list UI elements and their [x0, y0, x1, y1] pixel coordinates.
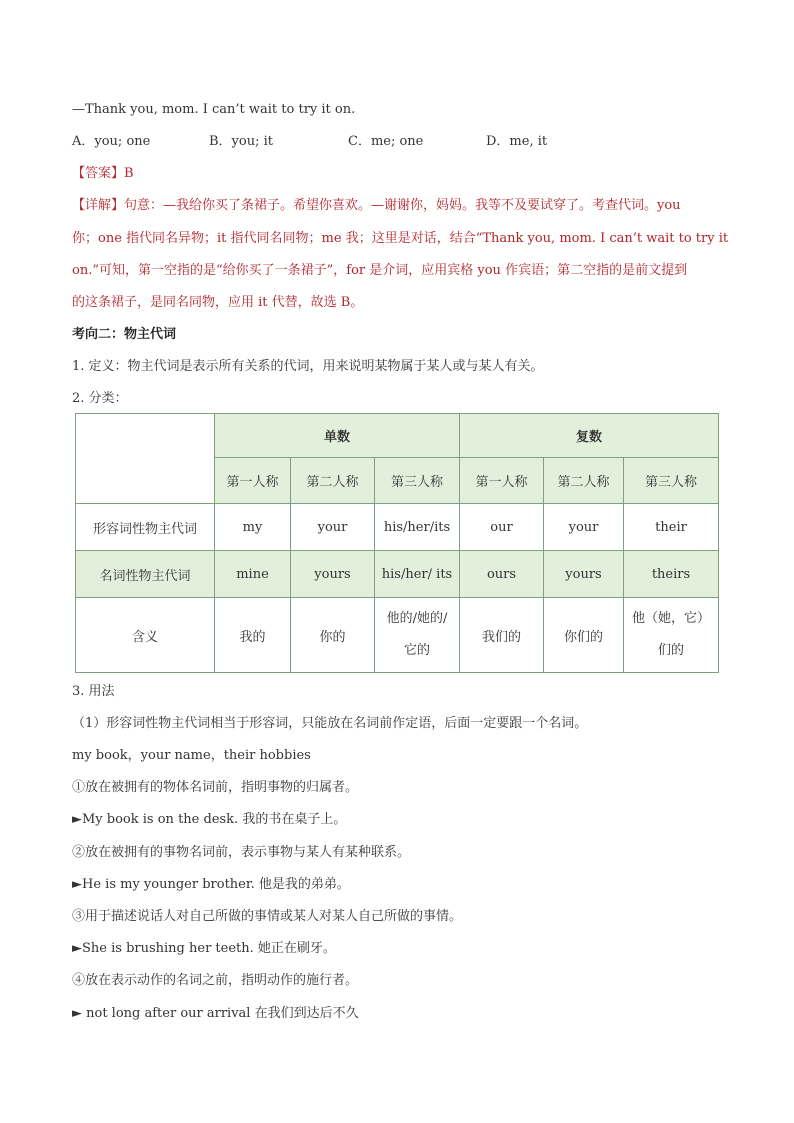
option-c: C．me; one	[348, 134, 424, 149]
option-d: D．me, it	[486, 134, 548, 149]
explanation-text-1: 句意：—我给你买了条裙子。希望你喜欢。—谢谢你，妈妈。我等不及要试穿了。考查代词。you	[124, 198, 681, 213]
option-b: B．you; it	[209, 134, 273, 149]
usage-example: ►She is brushing her teeth. 她正在刷牙。	[72, 941, 336, 956]
table-cell: yours	[291, 551, 375, 598]
table-cell: 我们的	[460, 598, 544, 673]
person-header: 第二人称	[544, 458, 624, 504]
person-header: 第二人称	[291, 458, 375, 504]
classification-line: 2. 分类：	[72, 391, 128, 406]
section-heading: 考向二：物主代词	[72, 327, 177, 342]
definition-line: 1. 定义：物主代词是表示所有关系的代词，用来说明某物属于某人或与某人有关。	[72, 359, 544, 374]
table-cell: 你们的	[544, 598, 624, 673]
explanation-line-4: 的这条裙子，是同名同物，应用 it 代替，故选 B。	[72, 295, 364, 310]
table-row	[76, 504, 719, 551]
usage-example: ►My book is on the desk. 我的书在桌子上。	[72, 812, 347, 827]
answer-line	[72, 165, 134, 183]
table-cell: yours	[544, 551, 624, 598]
answer-value: B	[124, 166, 134, 181]
explanation-line-2: 你；one 指代同名异物；it 指代同名同物；me 我；这里是对话，结合“Thank you, mom. I can’t wait to try it	[72, 231, 729, 246]
person-header: 第三人称	[624, 458, 719, 504]
table-cell: 你的	[291, 598, 375, 673]
person-header: 第一人称	[215, 458, 291, 504]
table-cell	[624, 598, 719, 673]
table-cell: mine	[215, 551, 291, 598]
meaning-line-1: 他（她，它）	[631, 611, 710, 626]
table-cell: their	[624, 504, 719, 551]
table-cell: your	[291, 504, 375, 551]
person-header: 第一人称	[460, 458, 544, 504]
usage-examples: my book，your name，their hobbies	[72, 748, 311, 763]
table-corner-cell	[76, 414, 215, 504]
meaning-line-2: 们的	[657, 643, 684, 658]
usage-item: ③用于描述说话人对自己所做的事情或某人对某人自己所做的事情。	[72, 909, 463, 924]
usage-example: ► not long after our arrival 在我们到达后不久	[72, 1006, 359, 1021]
usage-heading: 3. 用法	[72, 684, 115, 699]
possessive-pronoun-table	[75, 413, 719, 673]
header-plural: 复数	[460, 414, 719, 458]
table-cell: ours	[460, 551, 544, 598]
table-cell: your	[544, 504, 624, 551]
person-header: 第三人称	[375, 458, 460, 504]
answer-label: 【答案】	[72, 166, 125, 181]
table-cell: my	[215, 504, 291, 551]
table-row	[76, 598, 719, 673]
usage-item: ①放在被拥有的物体名词前，指明事物的归属者。	[72, 780, 359, 795]
explanation-line-1	[72, 197, 681, 215]
table-cell: his/her/ its	[375, 551, 460, 598]
table-cell: 我的	[215, 598, 291, 673]
option-a: A．you; one	[72, 134, 151, 149]
row-label: 含义	[76, 598, 215, 673]
table-row	[76, 551, 719, 598]
question-reply: —Thank you, mom. I can’t wait to try it on.	[72, 102, 356, 117]
table-cell: his/her/its	[375, 504, 460, 551]
explanation-label: 【详解】	[72, 198, 125, 213]
row-label: 形容词性物主代词	[76, 504, 215, 551]
explanation-line-3: on.”可知，第一空指的是“给你买了一条裙子”，for 是介词，应用宾格 you 作宾语；第二空指的是前文提到	[72, 263, 688, 278]
meaning-line-1: 他的/她的/	[386, 611, 448, 626]
usage-item: ②放在被拥有的事物名词前，表示事物与某人有某种联系。	[72, 845, 411, 860]
usage-item: ④放在表示动作的名词之前，指明动作的施行者。	[72, 973, 359, 988]
table-cell: our	[460, 504, 544, 551]
table-cell	[375, 598, 460, 673]
usage-example: ►He is my younger brother. 他是我的弟弟。	[72, 877, 350, 892]
header-singular: 单数	[215, 414, 460, 458]
meaning-line-2: 它的	[403, 643, 430, 658]
table-cell: theirs	[624, 551, 719, 598]
usage-sub1: （1）形容词性物主代词相当于形容词，只能放在名词前作定语，后面一定要跟一个名词。	[72, 716, 588, 731]
row-label: 名词性物主代词	[76, 551, 215, 598]
